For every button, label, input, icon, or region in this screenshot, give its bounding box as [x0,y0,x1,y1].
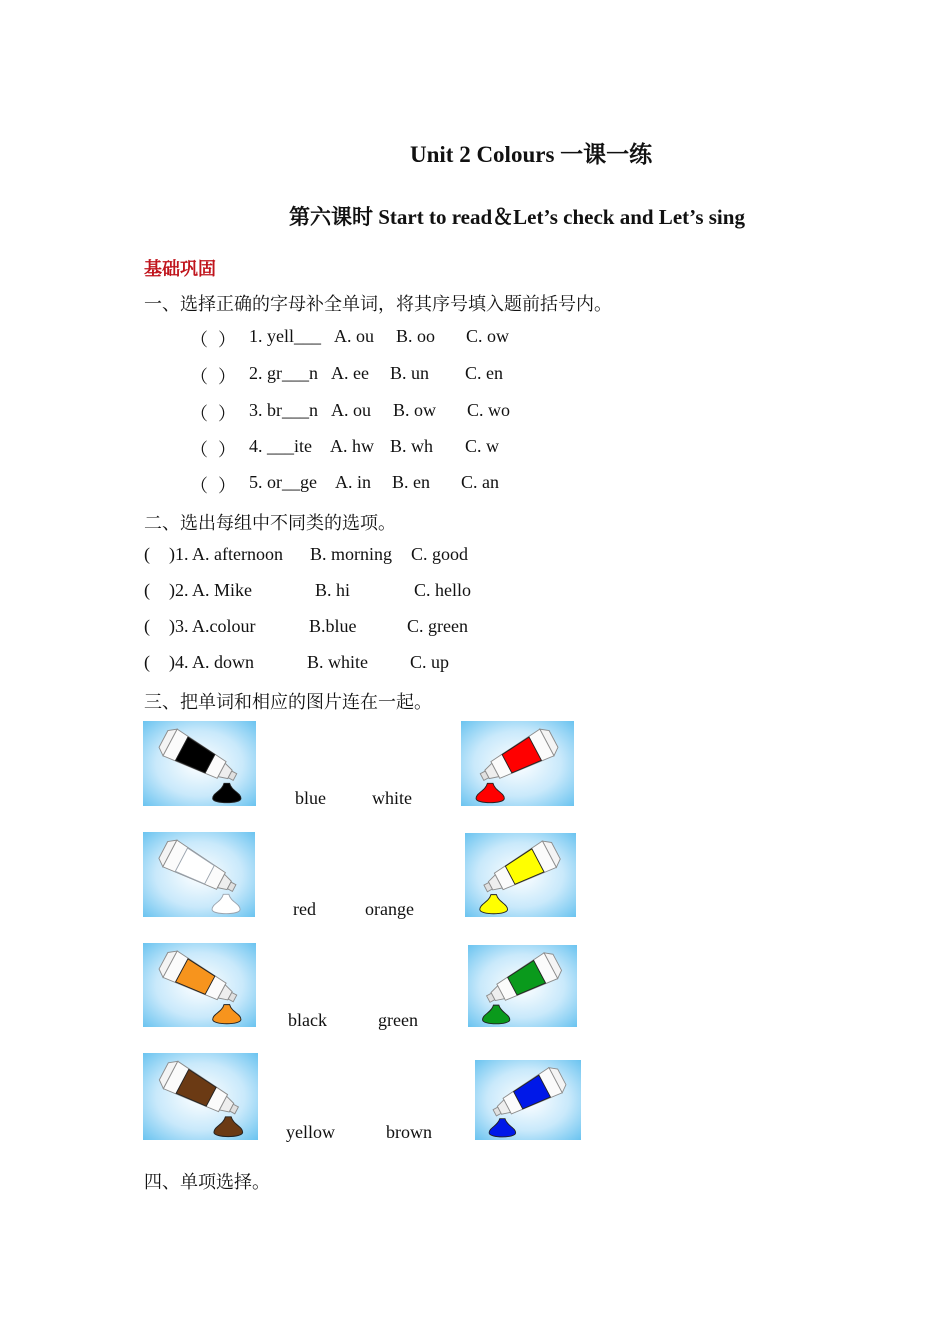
option-c: C. ow [466,326,510,346]
question-stem: 5. or__ge [249,472,317,492]
option-a: A. ou [334,326,374,346]
option-b: B. oo [396,326,436,346]
option-c: C. wo [467,400,511,420]
answer-paren: ( [144,580,150,600]
match-word: orange [365,899,414,919]
question-stem: )3. A.colour [169,616,256,636]
option-b: B. white [307,652,368,672]
match-word: brown [386,1122,432,1142]
question-stem: 4. ___ite [249,436,312,456]
option-c: C. green [407,616,468,636]
part1-instruction: 一、选择正确的字母补全单词，将其序号填入题前括号内。 [144,294,612,314]
option-c: C. en [465,363,503,383]
answer-bracket-close: ） [218,404,236,424]
answer-bracket-open: （ [190,367,208,387]
option-b: B. morning [310,544,393,564]
match-word: white [372,788,412,808]
part3-instruction: 三、把单词和相应的图片连在一起。 [144,692,432,712]
red-paint-tube-icon [461,721,574,806]
answer-bracket-open: （ [190,404,208,424]
option-c: C. an [461,472,499,492]
green-paint-tube-icon [468,945,577,1027]
answer-bracket-open: （ [190,330,208,350]
page-title: Unit 2 Colours 一课一练 [410,142,653,167]
option-a: A. in [335,472,371,492]
yellow-paint-tube-icon [465,833,576,917]
orange-paint-tube-icon [143,943,256,1027]
match-word: black [288,1010,327,1030]
option-c: C. up [410,652,450,672]
part2-instruction: 二、选出每组中不同类的选项。 [144,513,396,533]
question-stem: 1. yell___ [249,326,321,346]
question-stem: 2. gr___n [249,363,318,383]
brown-paint-tube-icon [143,1053,258,1140]
part4-instruction: 四、单项选择。 [144,1172,270,1192]
question-stem: )4. A. down [169,652,254,672]
question-stem: 3. br___n [249,400,318,420]
option-b: B. wh [390,436,434,456]
black-paint-tube-icon [143,721,256,806]
option-c: C. w [465,436,500,456]
option-b: B. ow [393,400,437,420]
option-b: B. en [392,472,430,492]
option-c: C. good [411,544,469,564]
answer-bracket-open: （ [190,440,208,460]
question-stem: )1. A. afternoon [169,544,283,564]
option-a: A. ee [331,363,369,383]
option-a: A. ou [331,400,371,420]
blue-paint-tube-icon [475,1060,581,1140]
answer-bracket-close: ） [218,476,236,496]
question-stem: )2. A. Mike [169,580,252,600]
answer-bracket-close: ） [218,367,236,387]
option-c: C. hello [414,580,471,600]
match-word: green [378,1010,418,1030]
match-word: blue [295,788,326,808]
option-b: B. hi [315,580,351,600]
white-paint-tube-icon [143,832,255,917]
answer-paren: ( [144,652,150,672]
answer-bracket-close: ） [218,330,236,350]
page-subtitle: 第六课时 Start to read＆Let’s check and Let’s sing [289,205,745,229]
option-b: B. un [390,363,430,383]
option-a: A. hw [330,436,374,456]
answer-bracket-close: ） [218,440,236,460]
match-word: red [293,899,316,919]
option-b: B.blue [309,616,357,636]
answer-paren: ( [144,616,150,636]
match-word: yellow [286,1122,335,1142]
answer-bracket-open: （ [190,476,208,496]
section-label: 基础巩固 [144,259,216,279]
answer-paren: ( [144,544,150,564]
